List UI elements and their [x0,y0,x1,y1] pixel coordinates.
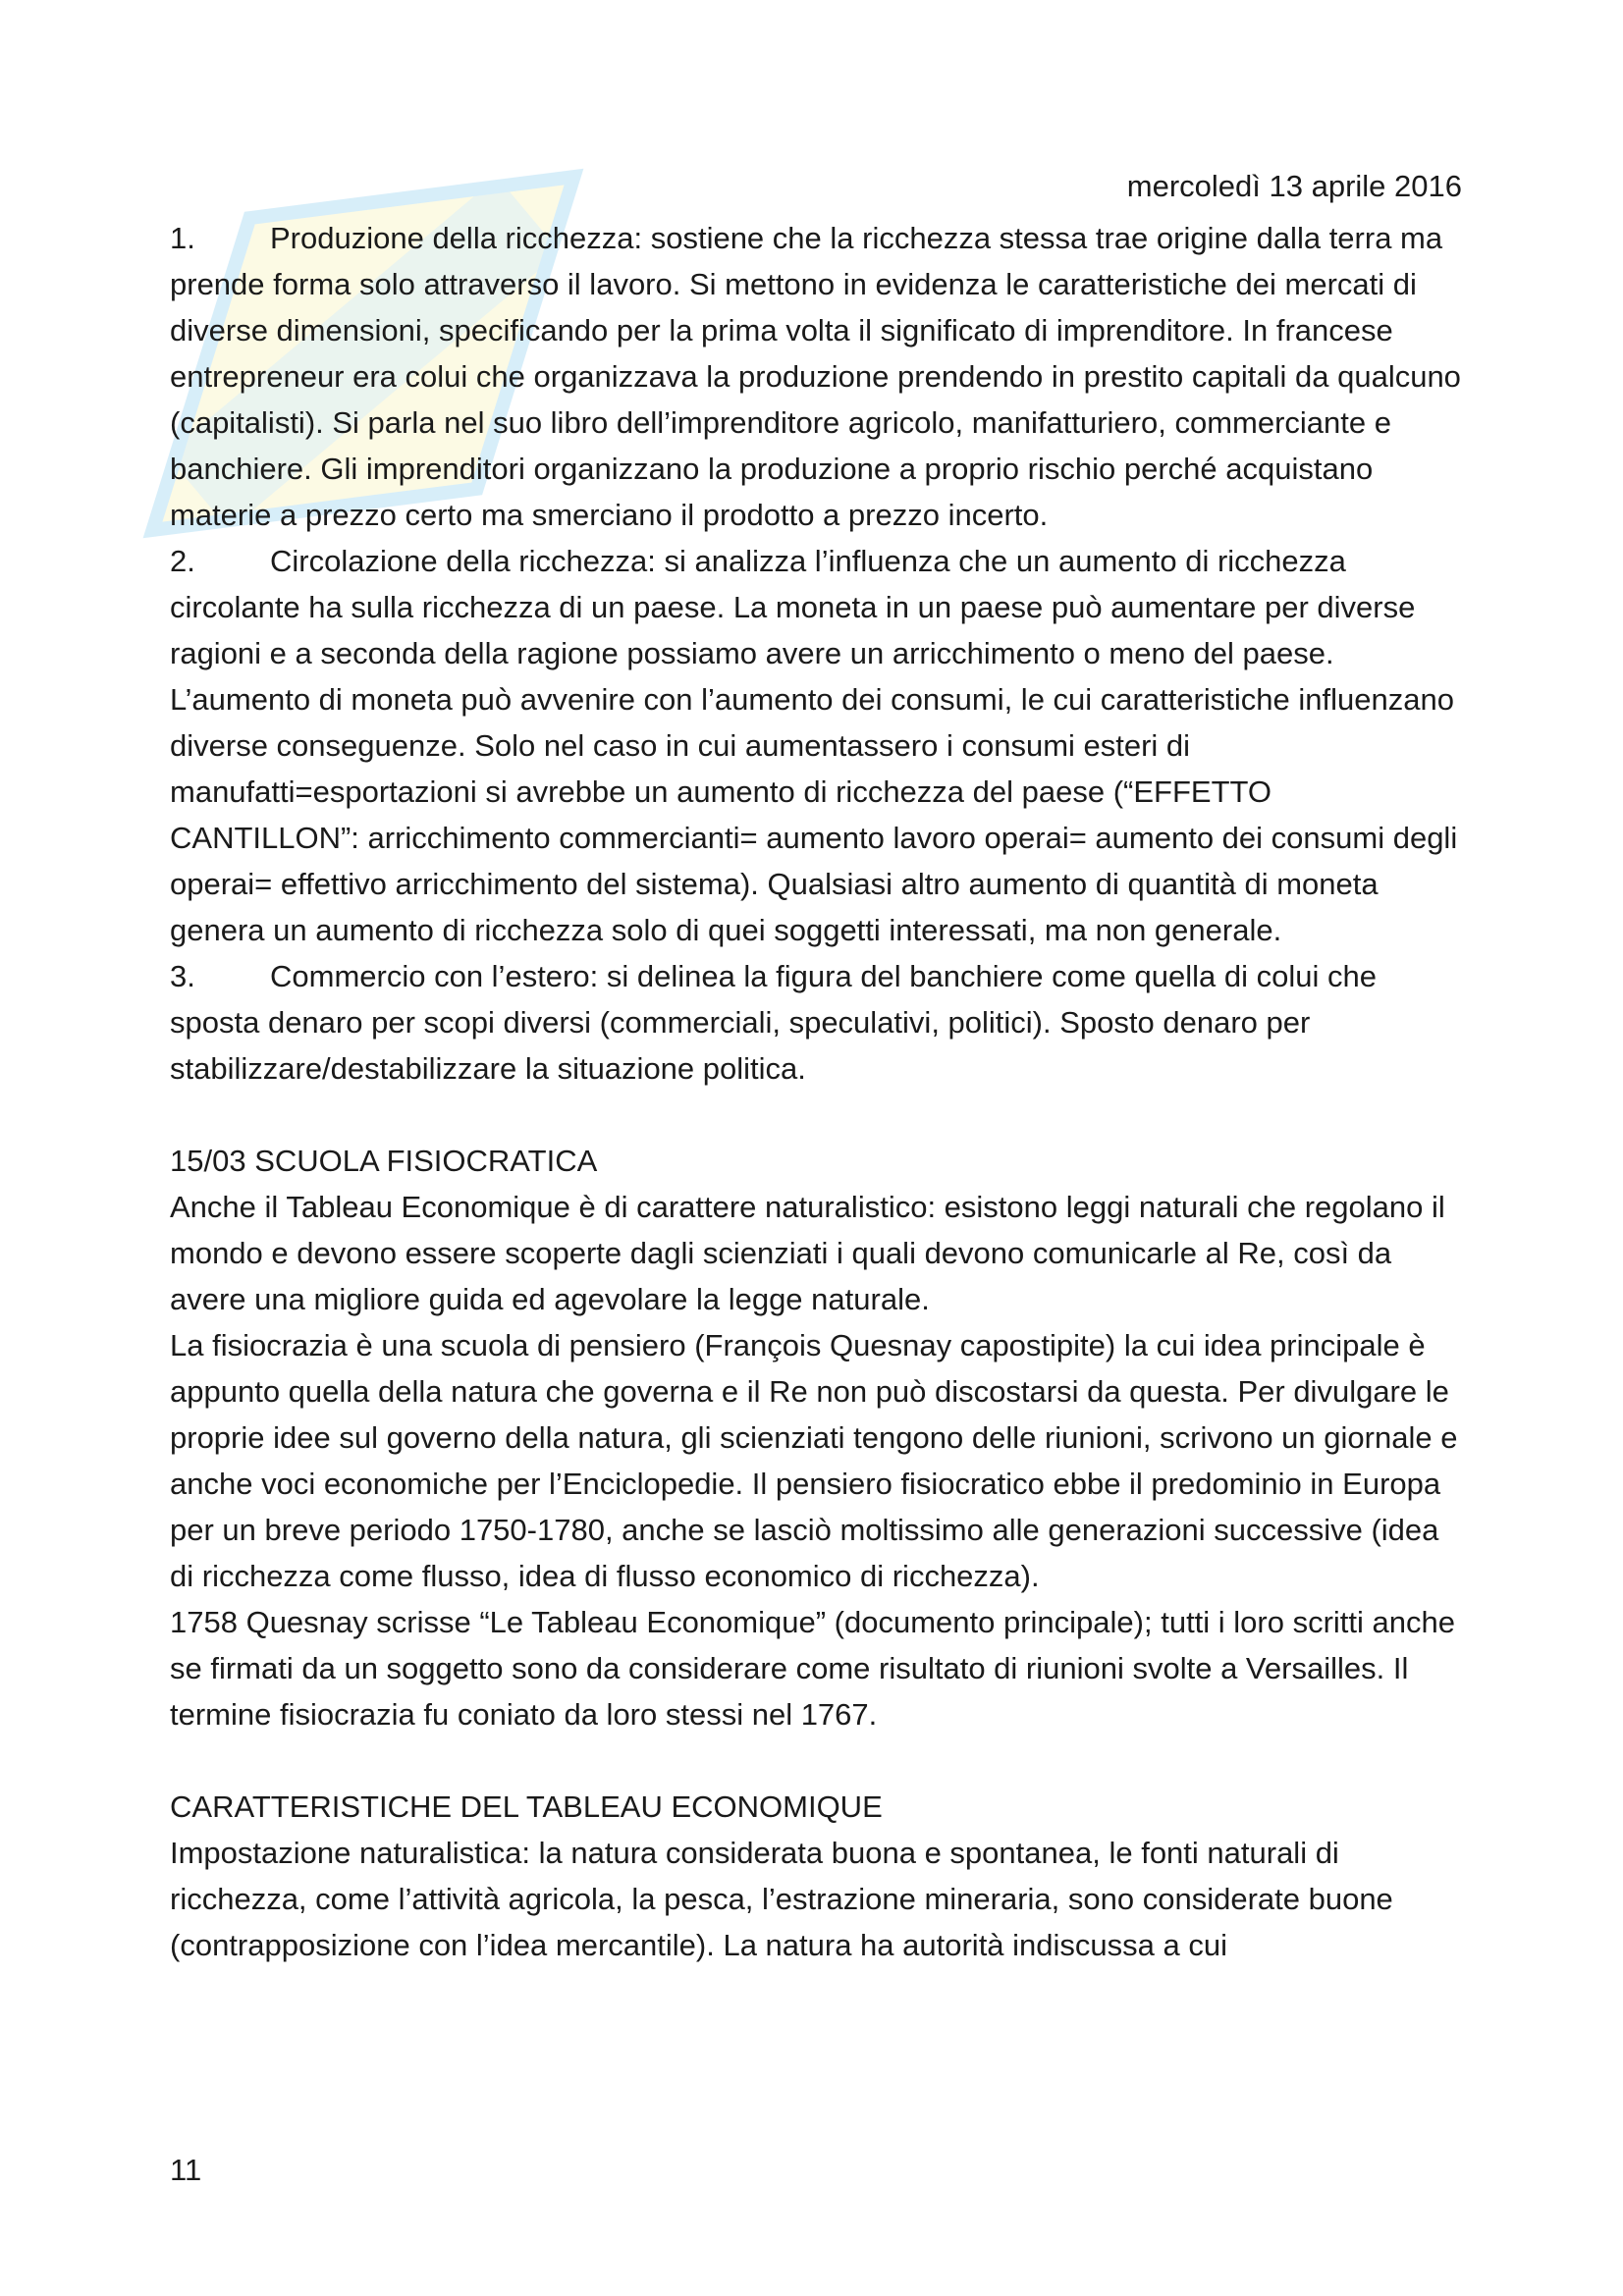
paragraph: Impostazione naturalistica: la natura considerata buona e spontanea, le fonti naturali di ricchezza, come l’attività agricola, la pesca, l’estrazione mineraria, sono considerate buone (contrapposizione con l’idea mercantile). La natura ha autorità indiscussa a cui [170,1836,1393,1962]
page-number: 11 [170,2153,202,2187]
paragraph: Anche il Tableau Economique è di carattere naturalistico: esistono leggi naturali che regolano il mondo e devono essere scoperte dagli scienziati i quali devono comunicarle al Re, così da avere una migliore guida ed agevolare la legge naturale. [170,1190,1445,1316]
list-number: 2. [170,544,195,578]
page-date: mercoledì 13 aprile 2016 [1126,169,1462,203]
list-number: 3. [170,959,195,993]
list-text: Commercio con l’estero: si delinea la figura del banchiere come quella di colui che sposta denaro per scopi diversi (commerciali, speculativi, politici). Sposto denaro per stabilizzare/destabilizzare la situazione politica. [170,959,1377,1086]
paragraph: 1758 Quesnay scrisse “Le Tableau Economique” (documento principale); tutti i loro scritti anche se firmati da un soggetto sono da considerare come risultato di riunioni svolte a Versailles. Il termine fisiocrazia fu coniato da loro stessi nel 1767. [170,1605,1455,1732]
paragraph: La fisiocrazia è una scuola di pensiero (François Quesnay capostipite) la cui idea principale è appunto quella della natura che governa e il Re non può discostarsi da questa. Per divulgare le proprie idee sul governo della natura, gli scienziati tengono delle riunioni, scrivono un giornale e anche voci economiche per l’Enciclopedie. Il pensiero fisiocratico ebbe il predominio in Europa per un breve periodo 1750-1780, anche se lasciò moltissimo alle generazioni successive (idea di ricchezza come flusso, idea di flusso economico di ricchezza). [170,1328,1458,1593]
list-text: Circolazione della ricchezza: si analizza l’influenza che un aumento di ricchezza circolante ha sulla ricchezza di un paese. La moneta in un paese può aumentare per diverse ragioni e a seconda della ragione possiamo avere un arricchimento o meno del paese. L’aumento di moneta può avvenire con l’aumento dei consumi, le cui caratteristiche influenzano diverse conseguenze. Solo nel caso in cui aumentassero i consumi esteri di manufatti=esportazioni si avrebbe un aumento di ricchezza del paese (“EFFETTO CANTILLON”: arricchimento commercianti= aumento lavoro operai= aumento dei consumi degli operai= effettivo arricchimento del sistema). Qualsiasi altro aumento di quantità di moneta genera un aumento di ricchezza solo di quei soggetti interessati, ma non generale. [170,544,1458,947]
list-item [170,215,1466,538]
section-heading: CARATTERISTICHE DEL TABLEAU ECONOMIQUE [170,1789,883,1824]
spacer [170,1737,1466,1784]
section-heading: 15/03 SCUOLA FISIOCRATICA [170,1144,598,1178]
list-item [170,538,1466,953]
document-body [170,215,1466,1968]
spacer [170,1092,1466,1138]
list-number: 1. [170,221,195,255]
list-text: Produzione della ricchezza: sostiene che la ricchezza stessa trae origine dalla terra ma prende forma solo attraverso il lavoro. Si mettono in evidenza le caratteristiche dei mercati di diverse dimensioni, specificando per la prima volta il significato di imprenditore. In francese entrepreneur era colui che organizzava la produzione prendendo in prestito capitali da qualcuno (capitalisti). Si parla nel suo libro dell’imprenditore agricolo, manifatturiero, commerciante e banchiere. Gli imprenditori organizzano la produzione a proprio rischio perché acquistano materie a prezzo certo ma smerciano il prodotto a prezzo incerto. [170,221,1461,532]
list-item [170,953,1466,1092]
